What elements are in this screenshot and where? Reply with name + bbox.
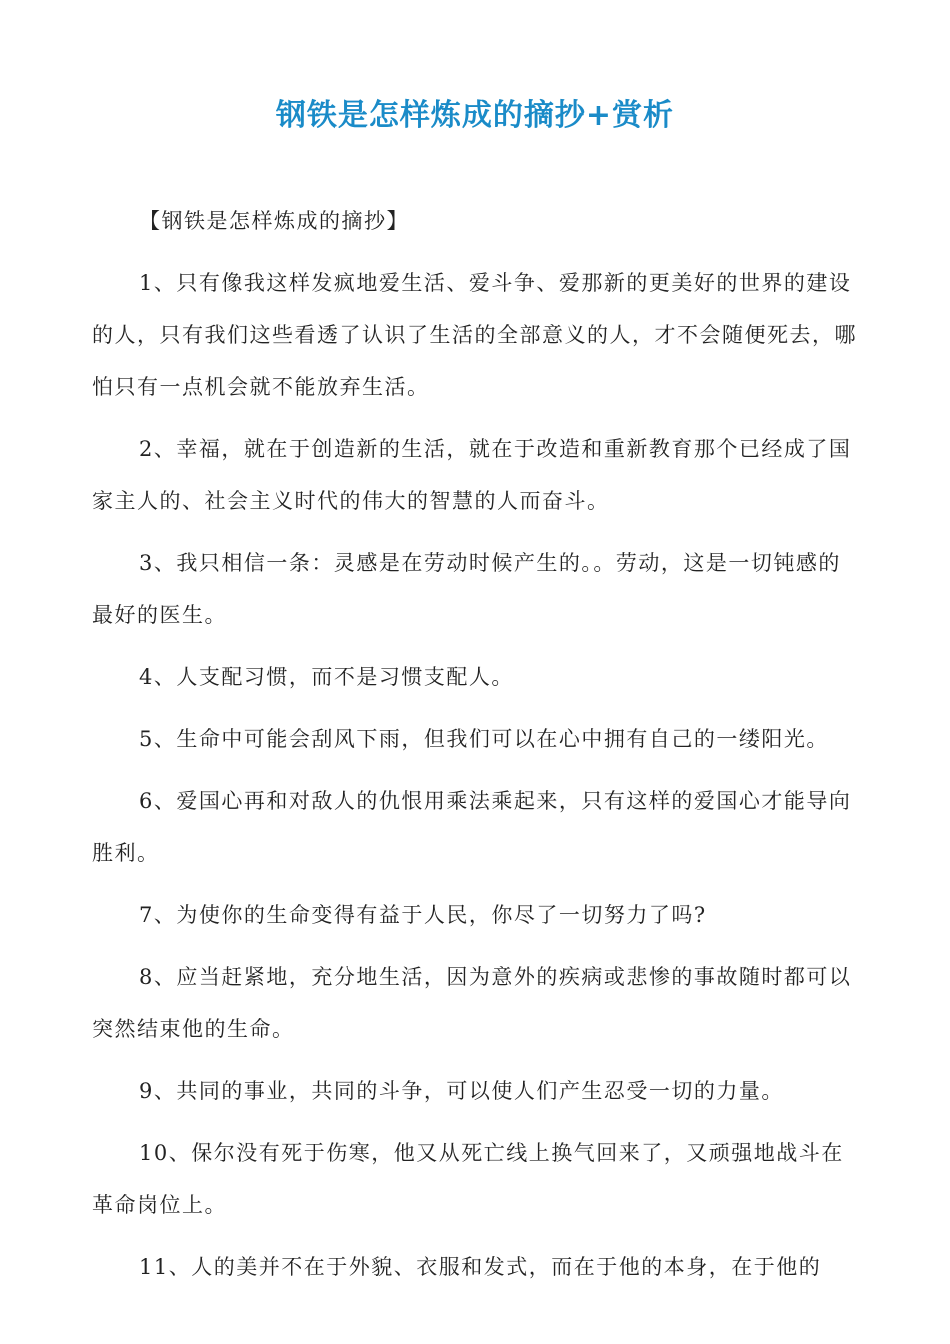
section-heading: 【钢铁是怎样炼成的摘抄】 — [139, 209, 409, 233]
paragraph-10: 10、保尔没有死于伤寒，他又从死亡线上换气回来了，又顽强地战斗在革命岗位上。 — [92, 1141, 844, 1217]
paragraph-3: 3、我只相信一条：灵感是在劳动时候产生的。。劳动，这是一切钝感的最好的医生。 — [92, 551, 841, 627]
paragraph-11: 11、人的美并不在于外貌、衣服和发式，而在于他的本身，在于他的 — [139, 1255, 822, 1279]
paragraph-4: 4、人支配习惯，而不是习惯支配人。 — [139, 665, 514, 689]
paragraph-2: 2、幸福，就在于创造新的生活，就在于改造和重新教育那个已经成了国家主人的、社会主义时代的伟大的智慧的人而奋斗。 — [92, 437, 852, 513]
document-title: 钢铁是怎样炼成的摘抄+赏析 — [275, 98, 675, 133]
paragraph-9: 9、共同的事业，共同的斗争，可以使人们产生忍受一切的力量。 — [139, 1079, 784, 1103]
paragraph-1: 1、只有像我这样发疯地爱生活、爱斗争、爱那新的更美好的世界的建设的人，只有我们这些看透了认识了生活的全部意义的人，才不会随便死去，哪怕只有一点机会就不能放弃生活。 — [92, 271, 857, 399]
paragraph-7: 7、为使你的生命变得有益于人民，你尽了一切努力了吗? — [139, 903, 707, 927]
paragraph-5: 5、生命中可能会刮风下雨，但我们可以在心中拥有自己的一缕阳光。 — [139, 727, 829, 751]
document-body — [92, 195, 862, 1303]
paragraph-6: 6、爱国心再和对敌人的仇恨用乘法乘起来，只有这样的爱国心才能导向胜利。 — [92, 789, 852, 865]
paragraph-8: 8、应当赶紧地，充分地生活，因为意外的疾病或悲惨的事故随时都可以突然结束他的生命。 — [92, 965, 852, 1041]
